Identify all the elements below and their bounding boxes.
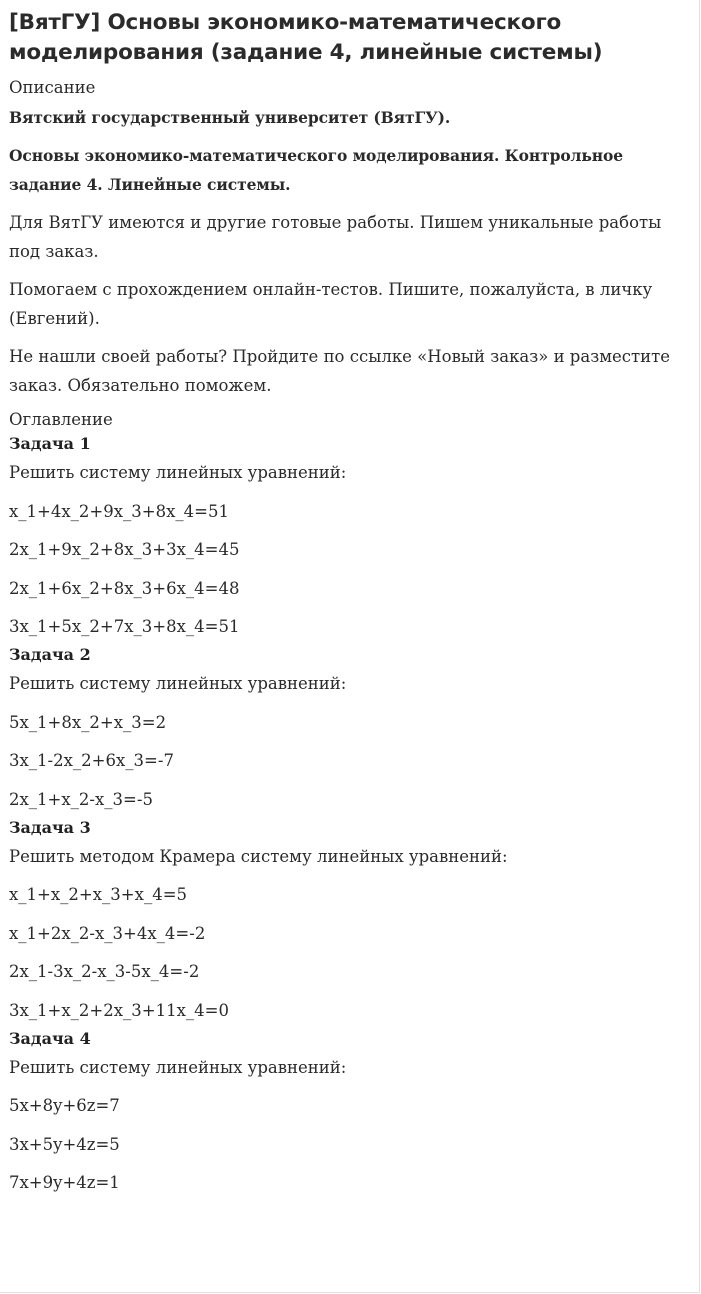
page-title: [ВятГУ] Основы экономико-математического моделирования (задание 4, линейные системы)	[9, 10, 603, 65]
task-title: Задача 1	[9, 434, 91, 453]
toc-label: Оглавление	[9, 410, 113, 429]
equation: 2x_1-3x_2-x_3-5x_4=-2	[9, 962, 200, 981]
equation: x_1+2x_2-x_3+4x_4=-2	[9, 923, 206, 943]
equation: 3x+5y+4z=5	[9, 1134, 120, 1154]
equation: 2x_1+x_2-x_3=-5	[9, 789, 153, 809]
task-title: Задача 3	[9, 817, 91, 837]
description-paragraph: Основы экономико-математического моделирования. Контрольное задание 4. Линейные системы.	[9, 146, 624, 194]
equation: 7x+9y+4z=1	[9, 1173, 120, 1192]
task-body	[9, 1057, 689, 1195]
description-paragraph: Не нашли своей работы? Пройдите по ссылке «Новый заказ» и разместите заказ. Обязательно поможем.	[9, 347, 671, 395]
equation: 3x_1+x_2+2x_3+11x_4=0	[9, 1000, 230, 1020]
description-paragraph: Для ВятГУ имеются и другие готовые работы. Пишем уникальные работы под заказ.	[9, 213, 662, 261]
task-title: Задача 4	[9, 1028, 91, 1048]
description-paragraph: Помогаем с прохождением онлайн-тестов. Пишите, пожалуйста, в личку (Евгений).	[9, 280, 653, 328]
task-statement: Решить систему линейных уравнений:	[9, 463, 347, 482]
equation: x_1+x_2+x_3+x_4=5	[9, 885, 188, 904]
equation: 2x_1+9x_2+8x_3+3x_4=45	[9, 540, 240, 559]
task-2	[9, 644, 689, 811]
task-statement: Решить систему линейных уравнений:	[9, 674, 347, 693]
task-1	[9, 433, 689, 638]
equation: 5x+8y+6z=7	[9, 1096, 120, 1115]
task-body	[9, 673, 689, 811]
task-body	[9, 846, 689, 1022]
equation: 3x_1-2x_2+6x_3=-7	[9, 751, 174, 770]
description-section	[9, 103, 689, 400]
equation: x_1+4x_2+9x_3+8x_4=51	[9, 501, 230, 521]
task-body	[9, 462, 689, 638]
equation: 5x_1+8x_2+x_3=2	[9, 712, 167, 732]
task-title: Задача 2	[9, 645, 91, 664]
task-3	[9, 817, 689, 1022]
equation: 2x_1+6x_2+8x_3+6x_4=48	[9, 578, 240, 598]
task-4	[9, 1028, 689, 1195]
description-label: Описание	[9, 78, 96, 97]
task-statement: Решить методом Крамера систему линейных уравнений:	[9, 846, 508, 866]
document-content	[9, 8, 689, 1200]
equation: 3x_1+5x_2+7x_3+8x_4=51	[9, 617, 240, 636]
description-paragraph: Вятский государственный университет (ВятГУ).	[9, 108, 451, 127]
task-statement: Решить систему линейных уравнений:	[9, 1057, 347, 1077]
